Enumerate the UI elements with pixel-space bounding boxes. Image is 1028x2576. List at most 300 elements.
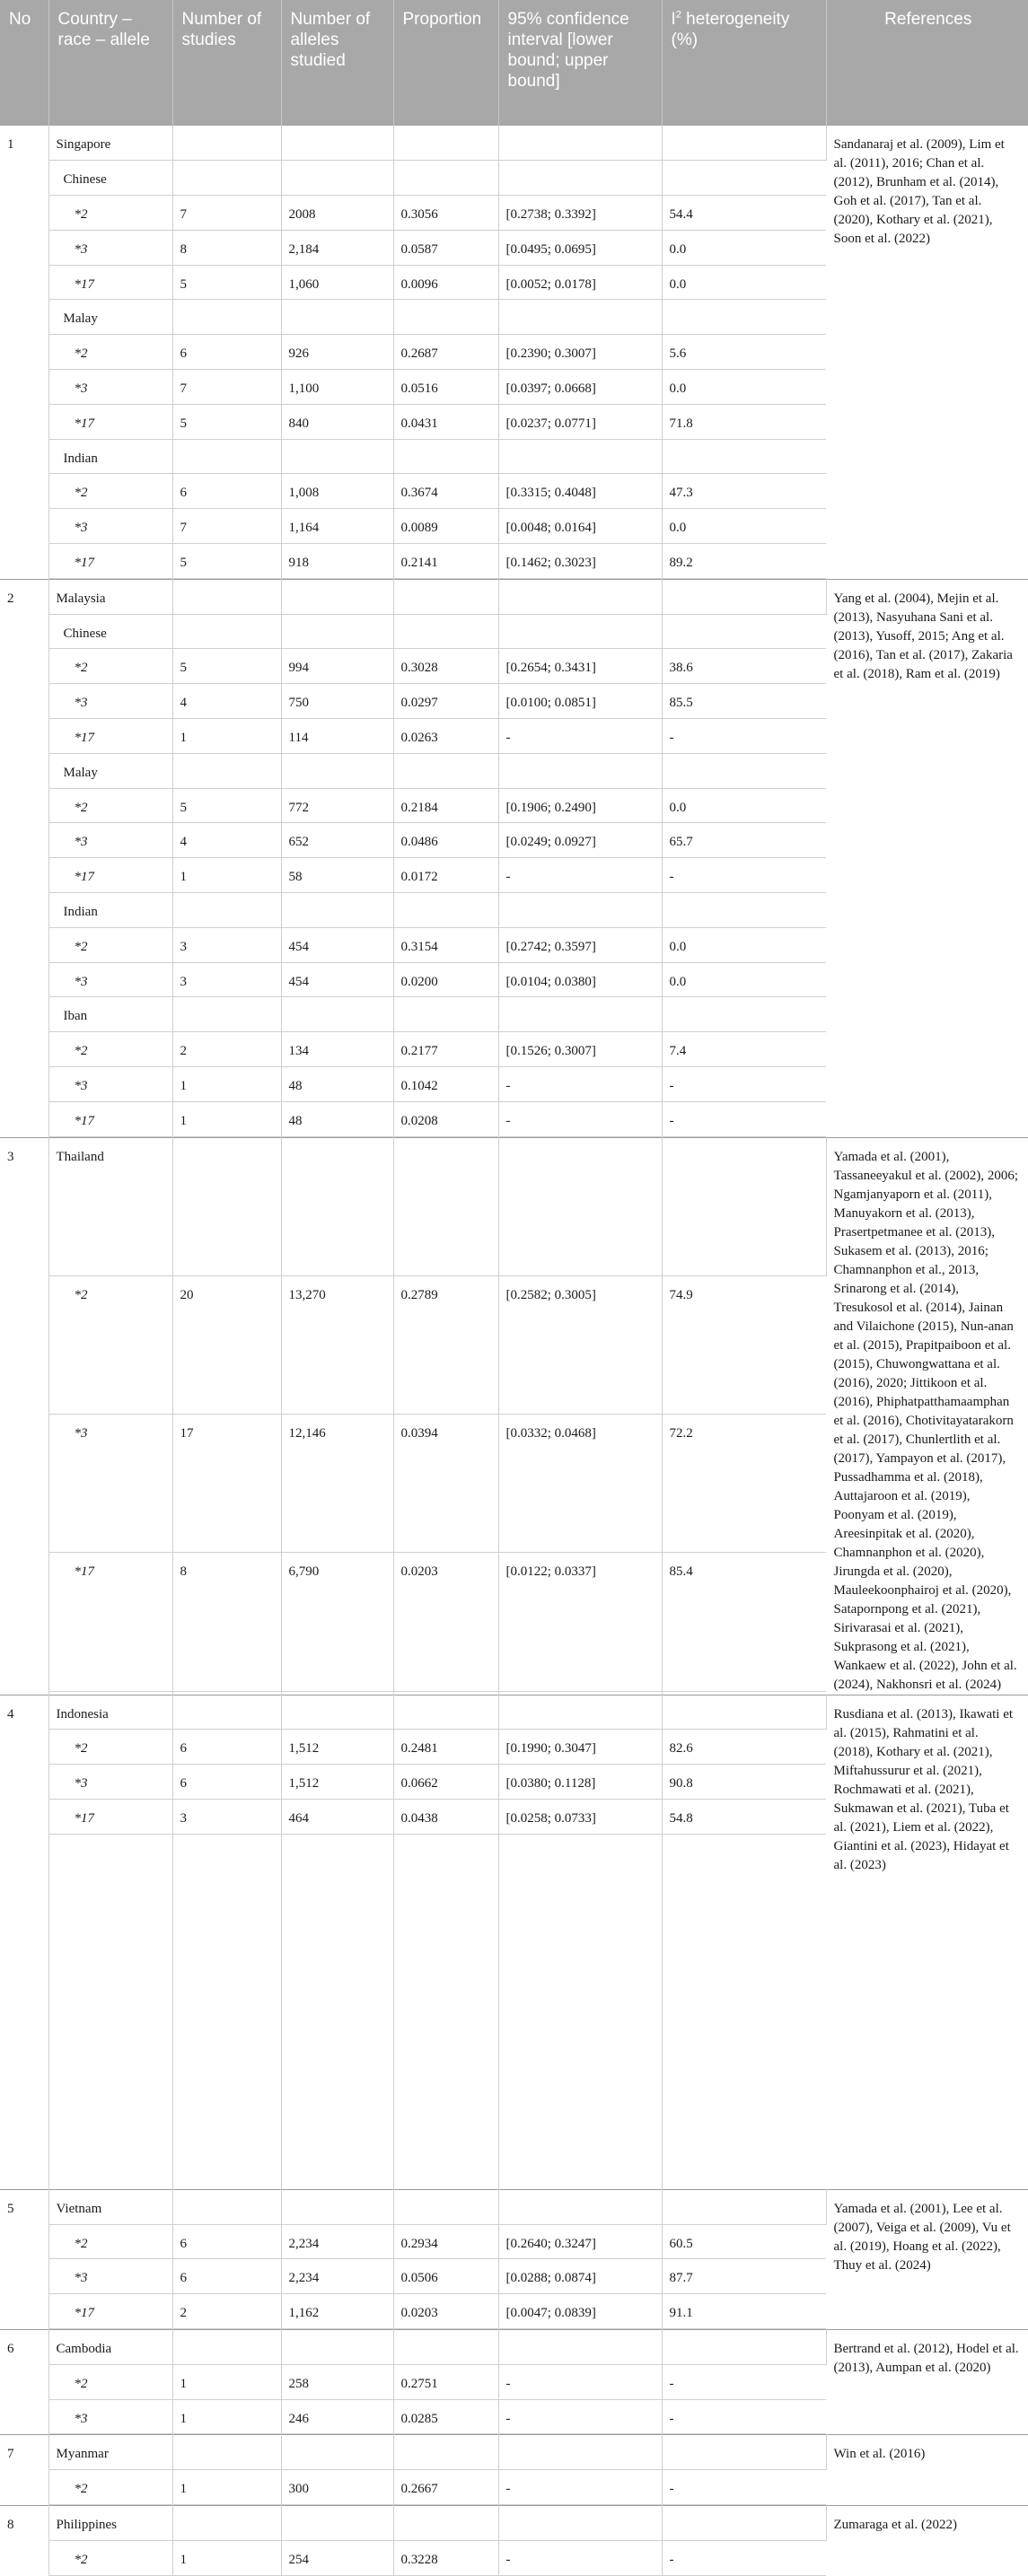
cell-empty xyxy=(662,753,826,788)
table-body xyxy=(0,126,1028,2576)
cell-empty xyxy=(393,2329,498,2364)
cell-empty xyxy=(281,1695,393,1730)
confidence-interval: [0.0249; 0.0927] xyxy=(498,823,662,858)
heterogeneity-value: 54.8 xyxy=(662,1800,826,1835)
cell-empty xyxy=(393,614,498,649)
proportion-value: 0.0208 xyxy=(393,1101,498,1136)
allele-label: *3 xyxy=(48,509,172,544)
proportion-value: 0.0516 xyxy=(393,370,498,405)
confidence-interval: [0.0122; 0.0337] xyxy=(498,1553,662,1691)
group-references: Sandanaraj et al. (2009), Lim et al. (2011), 2016; Chan et al. (2012), Brunham et al. (2014), Goh et al. (2017), Tan et al. (2020), Kothary et al. (2021), Soon et al. (2022) xyxy=(833,137,1005,246)
cell-empty xyxy=(498,893,662,928)
proportion-value: 0.0203 xyxy=(393,1553,498,1691)
cell-empty xyxy=(498,1834,662,2189)
cell-empty xyxy=(662,997,826,1032)
heterogeneity-value: 89.2 xyxy=(662,544,826,579)
allele-count: 48 xyxy=(281,1101,393,1136)
heterogeneity-value: 0.0 xyxy=(662,370,826,405)
confidence-interval: [0.2390; 0.3007] xyxy=(498,335,662,370)
allele-count: 246 xyxy=(281,2399,393,2434)
study-count: 1 xyxy=(172,2470,281,2505)
header-references: References xyxy=(826,0,1028,126)
cell-empty xyxy=(662,2329,826,2364)
cell-empty xyxy=(498,614,662,649)
cell-empty xyxy=(393,893,498,928)
confidence-interval: - xyxy=(498,1067,662,1102)
proportion-value: 0.2934 xyxy=(393,2224,498,2259)
table-row xyxy=(0,2435,1028,2470)
cell-empty xyxy=(172,753,281,788)
allele-label: *3 xyxy=(48,2399,172,2434)
cell-empty xyxy=(393,126,498,161)
cell-empty xyxy=(498,1137,662,1275)
cell-empty xyxy=(172,2575,281,2576)
proportion-value: 0.0506 xyxy=(393,2259,498,2294)
study-count: 1 xyxy=(172,858,281,893)
table-row xyxy=(0,1137,1028,1275)
proportion-value: 0.2141 xyxy=(393,544,498,579)
heterogeneity-value: 0.0 xyxy=(662,962,826,997)
group-number: 4 xyxy=(0,1695,48,2189)
heterogeneity-value: 38.6 xyxy=(662,649,826,684)
group-number: 7 xyxy=(0,2435,48,2506)
confidence-interval: [0.2640; 0.3247] xyxy=(498,2224,662,2259)
allele-count: 840 xyxy=(281,404,393,439)
allele-count: 652 xyxy=(281,823,393,858)
study-count: 20 xyxy=(172,1275,281,1414)
cell-empty xyxy=(172,161,281,196)
confidence-interval: [0.2582; 0.3005] xyxy=(498,1275,662,1414)
cell-empty xyxy=(498,753,662,788)
allele-count: 772 xyxy=(281,788,393,823)
proportion-value: 0.0203 xyxy=(393,2294,498,2329)
cell-empty xyxy=(498,300,662,335)
cell-empty xyxy=(498,126,662,161)
cell-empty xyxy=(393,1695,498,1730)
allele-count: 13,270 xyxy=(281,1275,393,1414)
confidence-interval: [0.2738; 0.3392] xyxy=(498,196,662,231)
heterogeneity-value: 0.0 xyxy=(662,230,826,265)
cell-empty xyxy=(393,161,498,196)
group-references: Rusdiana et al. (2013), Ikawati et al. (2015), Rahmatini et al. (2018), Kothary et al. (2021), Miftahussurur et al. (2021), Rochmawati et al. (2021), Sukmawan et al. (2021), Tuba et al. (2021), Liem et al. (2022), Giantini et al. (2023), Hidayat et al. (2023) xyxy=(826,1695,1028,2189)
heterogeneity-value: 5.6 xyxy=(662,335,826,370)
proportion-value: 0.2789 xyxy=(393,1275,498,1414)
group-references: Yamada et al. (2001), Tassaneeyakul et al. (2002), 2006; Ngamjanyaporn et al. (2011), Manuyakorn et al. (2013), Prasertpetmanee et al. (2013), Sukasem et al. (2013), 2016; Chamnanphon et al., 2013, Srinarong et al. (2014), Tresukosol et al. (2014), Jainan and Vilaichone (2015), Nun-anan et al. (2015), Prapitpaiboon et al. (2015), Chuwongwattana et al. (2016), 2020; Jittikoon et al. (2016), Phiphatpatthamaamphan et al. (2016), Chotivitayatarakorn et al. (2017), Chunlertlith et al. (2017), Yampayon et al. (2017), Pussadhamma et al. (2018), Auttajaroon et al. (2019), Poonyam et al. (2019), Areesinpitak et al. (2020), Chamnanphon et al. (2020), Jirungda et al. (2020), Mauleekoonphairoj et al. (2020), Satapornpong et al. (2021), Sirivarasai et al. (2021), Sukprasong et al. (2021), Wankaew et al. (2022), John et al. (2024), Nakhonsri et al. (2024) xyxy=(826,1137,1028,1695)
header-alleles: Number of alleles studied xyxy=(281,0,393,126)
heterogeneity-value: 60.5 xyxy=(662,2224,826,2259)
confidence-interval: [0.0258; 0.0733] xyxy=(498,1800,662,1835)
cell-empty xyxy=(281,1137,393,1275)
allele-label: *3 xyxy=(48,2259,172,2294)
allele-label: *3 xyxy=(48,823,172,858)
study-count: 4 xyxy=(172,823,281,858)
group-number: 1 xyxy=(0,126,48,579)
proportion-value: 0.2184 xyxy=(393,788,498,823)
cell-empty xyxy=(281,2189,393,2224)
header-heterogeneity xyxy=(662,0,826,126)
cell-empty xyxy=(498,2189,662,2224)
group-references: Yang et al. (2004), Mejin et al. (2013), Nasyuhana Sani et al. (2013), Yusoff, 2015; Ang et al. (2016), Tan et al. (2017), Zakaria et al. (2018), Ram et al. (2019) xyxy=(826,579,1028,1137)
confidence-interval: [0.1462; 0.3023] xyxy=(498,544,662,579)
allele-label: *3 xyxy=(48,684,172,719)
study-count: 3 xyxy=(172,962,281,997)
cell-empty xyxy=(498,579,662,614)
cell-empty xyxy=(48,1834,172,2189)
allele-count: 258 xyxy=(281,2364,393,2399)
study-count: 6 xyxy=(172,2259,281,2294)
cell-empty xyxy=(662,2435,826,2470)
allele-count: 1,162 xyxy=(281,2294,393,2329)
allele-label: *2 xyxy=(48,2540,172,2575)
allele-count: 2,184 xyxy=(281,230,393,265)
confidence-interval: [0.0397; 0.0668] xyxy=(498,370,662,405)
confidence-interval: [0.0288; 0.0874] xyxy=(498,2259,662,2294)
confidence-interval: [0.0104; 0.0380] xyxy=(498,962,662,997)
proportion-value: 0.3028 xyxy=(393,649,498,684)
allele-count: 750 xyxy=(281,684,393,719)
allele-count: 2008 xyxy=(281,196,393,231)
allele-label: *17 xyxy=(48,1553,172,1691)
study-count: 3 xyxy=(172,927,281,962)
allele-label: *17 xyxy=(48,858,172,893)
allele-count: 300 xyxy=(281,2470,393,2505)
cell-empty xyxy=(662,2189,826,2224)
allele-label: *2 xyxy=(48,2364,172,2399)
allele-count: 6,790 xyxy=(281,1553,393,1691)
cell-empty xyxy=(498,1695,662,1730)
heterogeneity-value: 74.9 xyxy=(662,1275,826,1414)
cell-empty xyxy=(172,439,281,474)
allele-count: 1,100 xyxy=(281,370,393,405)
cell-empty xyxy=(393,2575,498,2576)
cell-empty xyxy=(662,439,826,474)
allele-count: 254 xyxy=(281,2540,393,2575)
cell-empty xyxy=(281,1834,393,2189)
allele-count: 1,060 xyxy=(281,265,393,300)
proportion-value: 0.3056 xyxy=(393,196,498,231)
cell-empty xyxy=(172,893,281,928)
country-name: Philippines xyxy=(48,2505,172,2540)
cell-empty xyxy=(662,2575,826,2576)
table-row xyxy=(0,2505,1028,2540)
proportion-value: 0.0263 xyxy=(393,719,498,754)
cell-empty xyxy=(172,614,281,649)
cell-empty xyxy=(498,997,662,1032)
group-number: 5 xyxy=(0,2189,48,2329)
cell-empty xyxy=(498,161,662,196)
group-references: Bertrand et al. (2012), Hodel et al. (2013), Aumpan et al. (2020) xyxy=(826,2329,1028,2434)
heterogeneity-value: 54.4 xyxy=(662,196,826,231)
cell-empty xyxy=(393,2189,498,2224)
cell-empty xyxy=(393,300,498,335)
confidence-interval: - xyxy=(498,2470,662,2505)
cell-empty xyxy=(48,2575,172,2576)
proportion-value: 0.0431 xyxy=(393,404,498,439)
confidence-interval: [0.0047; 0.0839] xyxy=(498,2294,662,2329)
heterogeneity-value: - xyxy=(662,858,826,893)
confidence-interval: - xyxy=(498,2364,662,2399)
proportion-value: 0.0587 xyxy=(393,230,498,265)
proportion-value: 0.2751 xyxy=(393,2364,498,2399)
proportion-value: 0.0172 xyxy=(393,858,498,893)
table-row xyxy=(0,579,1028,614)
confidence-interval: [0.0332; 0.0468] xyxy=(498,1415,662,1553)
heterogeneity-value: 47.3 xyxy=(662,474,826,509)
cell-empty xyxy=(662,1834,826,2189)
country-name: Cambodia xyxy=(48,2329,172,2364)
cell-empty xyxy=(172,1137,281,1275)
proportion-value: 0.0285 xyxy=(393,2399,498,2434)
cell-empty xyxy=(172,2435,281,2470)
confidence-interval: [0.0052; 0.0178] xyxy=(498,265,662,300)
header-het-prefix: I xyxy=(671,10,676,29)
confidence-interval: [0.0495; 0.0695] xyxy=(498,230,662,265)
header-het-suffix: heterogeneity (%) xyxy=(671,10,790,49)
country-name: Indonesia xyxy=(48,1695,172,1730)
cell-empty xyxy=(498,2505,662,2540)
race-name: Indian xyxy=(48,439,172,474)
proportion-value: 0.2177 xyxy=(393,1032,498,1067)
cell-empty xyxy=(662,1137,826,1275)
proportion-value: 0.0486 xyxy=(393,823,498,858)
allele-label: *3 xyxy=(48,370,172,405)
cell-empty xyxy=(281,2505,393,2540)
proportion-value: 0.0438 xyxy=(393,1800,498,1835)
header-ci: 95% confidence interval [lower bound; upper bound] xyxy=(498,0,662,126)
group-references: Yamada et al. (2001), Lee et al. (2007), Veiga et al. (2009), Vu et al. (2019), Hoang et al. (2022), Thuy et al. (2024) xyxy=(826,2189,1028,2329)
heterogeneity-value: 82.6 xyxy=(662,1730,826,1765)
cell-empty xyxy=(498,2329,662,2364)
study-count: 5 xyxy=(172,265,281,300)
cell-empty xyxy=(498,2435,662,2470)
allele-label: *17 xyxy=(48,719,172,754)
cell-empty xyxy=(172,2329,281,2364)
allele-label: *17 xyxy=(48,2294,172,2329)
allele-count: 58 xyxy=(281,858,393,893)
cell-empty xyxy=(281,997,393,1032)
cell-empty xyxy=(281,439,393,474)
allele-count: 2,234 xyxy=(281,2224,393,2259)
header-proportion: Proportion xyxy=(393,0,498,126)
proportion-value: 0.1042 xyxy=(393,1067,498,1102)
heterogeneity-value: 72.2 xyxy=(662,1415,826,1553)
confidence-interval: - xyxy=(498,719,662,754)
allele-count: 114 xyxy=(281,719,393,754)
cell-empty xyxy=(662,300,826,335)
group-references: Zumaraga et al. (2022) xyxy=(826,2505,1028,2575)
confidence-interval: - xyxy=(498,858,662,893)
study-count: 2 xyxy=(172,1032,281,1067)
race-name: Indian xyxy=(48,893,172,928)
confidence-interval: - xyxy=(498,2540,662,2575)
cell-empty xyxy=(172,1834,281,2189)
proportion-value: 0.3674 xyxy=(393,474,498,509)
study-count: 6 xyxy=(172,1765,281,1800)
heterogeneity-value: - xyxy=(662,2399,826,2434)
confidence-interval: - xyxy=(498,2399,662,2434)
confidence-interval: [0.0237; 0.0771] xyxy=(498,404,662,439)
race-name: Iban xyxy=(48,997,172,1032)
cell-empty xyxy=(281,753,393,788)
allele-count: 918 xyxy=(281,544,393,579)
confidence-interval: [0.0380; 0.1128] xyxy=(498,1765,662,1800)
allele-label: *3 xyxy=(48,1765,172,1800)
study-count: 1 xyxy=(172,2399,281,2434)
cell-empty xyxy=(393,2435,498,2470)
allele-label: *2 xyxy=(48,1730,172,1765)
study-count: 5 xyxy=(172,649,281,684)
study-count: 1 xyxy=(172,2540,281,2575)
allele-label: *17 xyxy=(48,544,172,579)
allele-label: *2 xyxy=(48,1032,172,1067)
race-name: Chinese xyxy=(48,614,172,649)
heterogeneity-value: 0.0 xyxy=(662,265,826,300)
allele-count: 48 xyxy=(281,1067,393,1102)
heterogeneity-value: 85.5 xyxy=(662,684,826,719)
cell-empty xyxy=(281,126,393,161)
proportion-value: 0.0297 xyxy=(393,684,498,719)
allele-count: 994 xyxy=(281,649,393,684)
study-count: 2 xyxy=(172,2294,281,2329)
cell-empty xyxy=(393,579,498,614)
cell-empty xyxy=(393,997,498,1032)
heterogeneity-value: 71.8 xyxy=(662,404,826,439)
confidence-interval: [0.2742; 0.3597] xyxy=(498,927,662,962)
cell-empty xyxy=(281,2575,393,2576)
allele-label: *17 xyxy=(48,404,172,439)
proportion-value: 0.3228 xyxy=(393,2540,498,2575)
cell-empty xyxy=(281,893,393,928)
study-count: 1 xyxy=(172,2364,281,2399)
cell-empty xyxy=(172,300,281,335)
race-name: Chinese xyxy=(48,161,172,196)
cell-empty xyxy=(281,579,393,614)
allele-count: 12,146 xyxy=(281,1415,393,1553)
cell-empty xyxy=(393,753,498,788)
heterogeneity-value: - xyxy=(662,2470,826,2505)
proportion-value: 0.3154 xyxy=(393,927,498,962)
cell-empty xyxy=(662,893,826,928)
cell-empty xyxy=(172,2505,281,2540)
country-name: Myanmar xyxy=(48,2435,172,2470)
allele-label: *17 xyxy=(48,265,172,300)
study-count: 6 xyxy=(172,474,281,509)
proportion-value: 0.0662 xyxy=(393,1765,498,1800)
heterogeneity-value: 91.1 xyxy=(662,2294,826,2329)
cell-empty xyxy=(281,161,393,196)
country-name: Vietnam xyxy=(48,2189,172,2224)
allele-label: *2 xyxy=(48,2224,172,2259)
allele-label: *2 xyxy=(48,474,172,509)
group-number: 3 xyxy=(0,1137,48,1695)
group-number: 6 xyxy=(0,2329,48,2434)
study-count: 1 xyxy=(172,1101,281,1136)
study-count: 8 xyxy=(172,1553,281,1691)
confidence-interval: [0.0100; 0.0851] xyxy=(498,684,662,719)
allele-label: *2 xyxy=(48,196,172,231)
confidence-interval: [0.1526; 0.3007] xyxy=(498,1032,662,1067)
heterogeneity-value: 65.7 xyxy=(662,823,826,858)
study-count: 7 xyxy=(172,370,281,405)
confidence-interval: [0.0048; 0.0164] xyxy=(498,509,662,544)
heterogeneity-value: 85.4 xyxy=(662,1553,826,1691)
cell-empty xyxy=(393,1137,498,1275)
study-count: 3 xyxy=(172,1800,281,1835)
cell-empty xyxy=(393,2505,498,2540)
confidence-interval: [0.3315; 0.4048] xyxy=(498,474,662,509)
proportion-value: 0.2687 xyxy=(393,335,498,370)
allele-count: 1,164 xyxy=(281,509,393,544)
cell-empty xyxy=(662,614,826,649)
heterogeneity-value: - xyxy=(662,719,826,754)
allele-label: *17 xyxy=(48,1101,172,1136)
study-count: 1 xyxy=(172,719,281,754)
group-number: 2 xyxy=(0,579,48,1137)
cell-empty xyxy=(281,614,393,649)
race-name: Malay xyxy=(48,753,172,788)
allele-count: 464 xyxy=(281,1800,393,1835)
table-row xyxy=(0,1695,1028,1730)
proportion-value: 0.0096 xyxy=(393,265,498,300)
allele-label: *2 xyxy=(48,649,172,684)
proportion-value: 0.0394 xyxy=(393,1415,498,1553)
study-count: 6 xyxy=(172,335,281,370)
cell-empty xyxy=(662,1695,826,1730)
heterogeneity-value: - xyxy=(662,1101,826,1136)
confidence-interval: [0.1990; 0.3047] xyxy=(498,1730,662,1765)
country-name: Singapore xyxy=(48,126,172,161)
allele-count: 454 xyxy=(281,962,393,997)
header-studies: Number of studies xyxy=(172,0,281,126)
cell-empty xyxy=(498,439,662,474)
heterogeneity-value: 90.8 xyxy=(662,1765,826,1800)
heterogeneity-value: - xyxy=(662,1067,826,1102)
cell-empty xyxy=(172,997,281,1032)
allele-label: *2 xyxy=(48,1275,172,1414)
proportion-value: 0.2481 xyxy=(393,1730,498,1765)
proportion-value: 0.0089 xyxy=(393,509,498,544)
study-count: 1 xyxy=(172,1067,281,1102)
allele-label: *3 xyxy=(48,1067,172,1102)
table-row xyxy=(0,2329,1028,2364)
header-het-sup: 2 xyxy=(675,9,681,21)
heterogeneity-value: - xyxy=(662,2364,826,2399)
country-name: Malaysia xyxy=(48,579,172,614)
study-count: 5 xyxy=(172,788,281,823)
heterogeneity-value: 7.4 xyxy=(662,1032,826,1067)
heterogeneity-value: - xyxy=(662,2540,826,2575)
study-count: 17 xyxy=(172,1415,281,1553)
table-row xyxy=(0,126,1028,161)
allele-count: 2,234 xyxy=(281,2259,393,2294)
confidence-interval: [0.2654; 0.3431] xyxy=(498,649,662,684)
cell-empty xyxy=(281,2329,393,2364)
allele-count: 134 xyxy=(281,1032,393,1067)
race-name: Malay xyxy=(48,300,172,335)
allele-label: *3 xyxy=(48,962,172,997)
study-count: 4 xyxy=(172,684,281,719)
heterogeneity-value: 0.0 xyxy=(662,509,826,544)
cell-empty xyxy=(662,2505,826,2540)
study-count: 7 xyxy=(172,196,281,231)
study-count: 7 xyxy=(172,509,281,544)
confidence-interval: [0.1906; 0.2490] xyxy=(498,788,662,823)
cell-empty xyxy=(172,1695,281,1730)
allele-count: 1,512 xyxy=(281,1765,393,1800)
study-count: 8 xyxy=(172,230,281,265)
cell-empty xyxy=(393,1834,498,2189)
cell-empty xyxy=(662,579,826,614)
